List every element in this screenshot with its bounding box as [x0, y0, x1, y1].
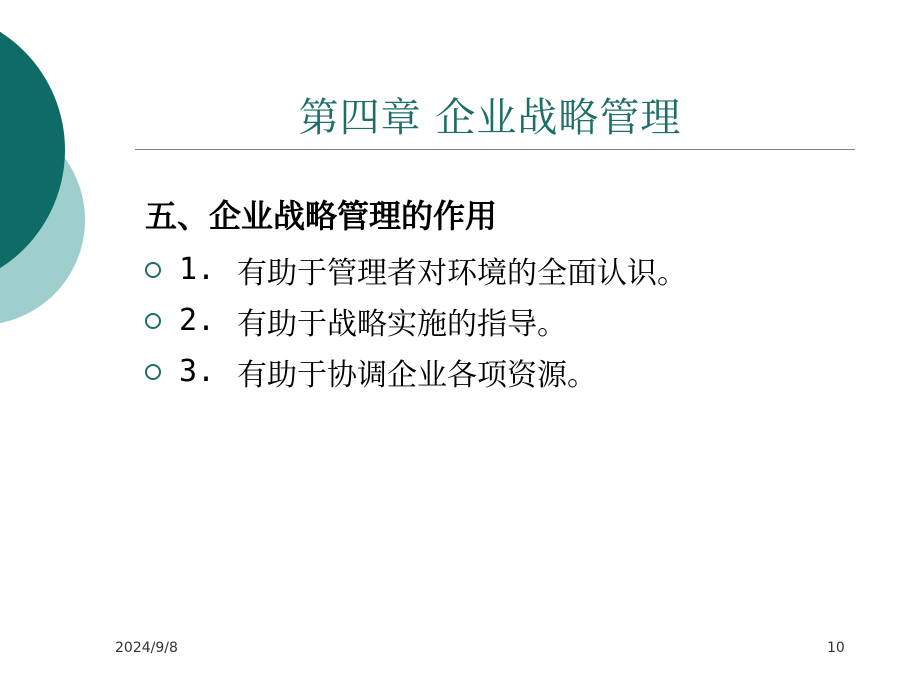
hollow-circle-bullet-icon — [145, 313, 161, 329]
page-number: 10 — [827, 640, 845, 656]
hollow-circle-bullet-icon — [145, 364, 161, 380]
bullet-text: 有助于管理者对环境的全面认识。 — [237, 255, 687, 291]
hollow-circle-bullet-icon — [145, 262, 161, 278]
decorative-circles — [0, 0, 130, 400]
bullet-text: 有助于战略实施的指导。 — [237, 306, 567, 342]
title-divider — [135, 149, 855, 150]
bullet-number: 2. — [179, 303, 216, 338]
bullet-text: 有助于协调企业各项资源。 — [237, 357, 597, 393]
section-heading: 五、企业战略管理的作用 — [145, 197, 498, 235]
slide-title: 第四章 企业战略管理 — [298, 95, 682, 141]
bullet-number: 1. — [179, 252, 216, 287]
footer-date: 2024/9/8 — [115, 640, 178, 656]
bullet-item — [145, 244, 687, 295]
bullet-item — [145, 295, 687, 346]
bullet-item — [145, 346, 687, 397]
bullet-list — [145, 244, 687, 397]
bullet-number: 3. — [179, 354, 216, 389]
